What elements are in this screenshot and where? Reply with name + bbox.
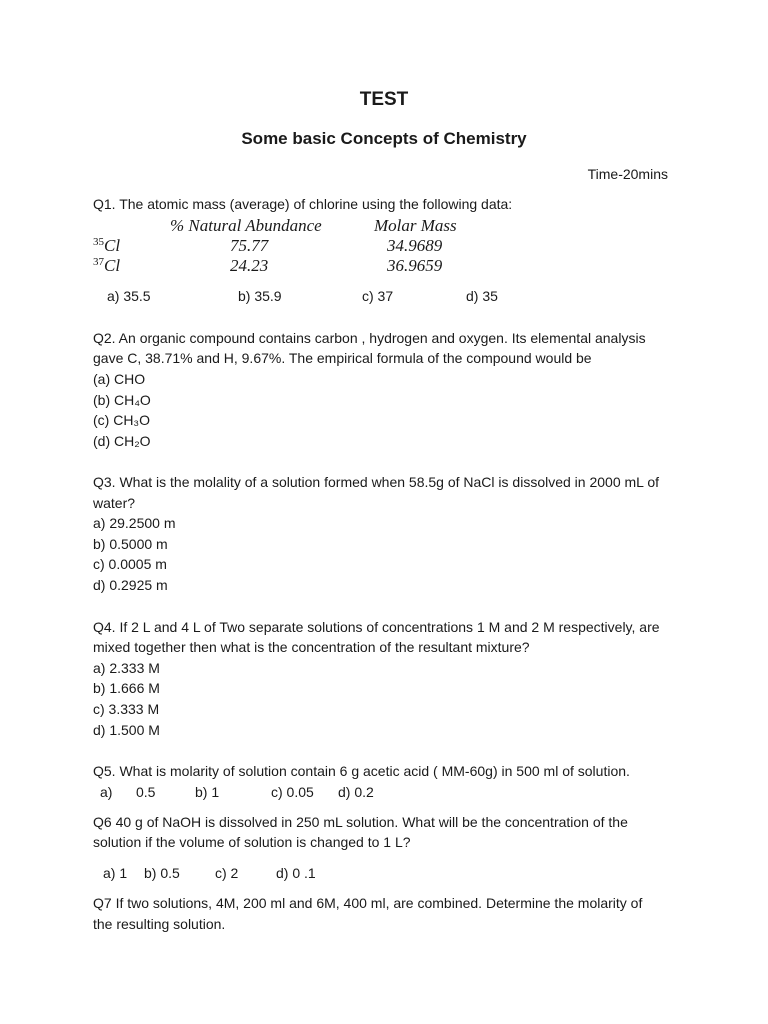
q2-option-a[interactable]: (a) CHO	[93, 371, 146, 387]
q1-mass-number: 35	[93, 236, 104, 248]
q5-option-c[interactable]: c) 0.05	[271, 784, 314, 800]
q3-option-d[interactable]: d) 0.2925 m	[93, 577, 168, 593]
q6-option-a[interactable]: a) 1	[103, 865, 128, 881]
q1-col-abundance: % Natural Abundance	[170, 216, 322, 235]
q7-question-line1: Q7 If two solutions, 4M, 200 ml and 6M, 400 ml, are combined. Determine the molarity of	[93, 895, 643, 911]
q3-option-c[interactable]: c) 0.0005 m	[93, 556, 167, 572]
q1-question: Q1. The atomic mass (average) of chlorine using the following data:	[93, 196, 513, 212]
q4-option-a[interactable]: a) 2.333 M	[93, 660, 160, 676]
q4-option-d[interactable]: d) 1.500 M	[93, 722, 160, 738]
q1-option-b[interactable]: b) 35.9	[238, 288, 282, 304]
q5-question: Q5. What is molarity of solution contain 6 g acetic acid ( MM-60g) in 500 ml of solution.	[93, 763, 630, 779]
q1-col-molar-mass: Molar Mass	[374, 216, 457, 235]
q1-option-d[interactable]: d) 35	[466, 288, 498, 304]
q6-question-line1: Q6 40 g of NaOH is dissolved in 250 mL solution. What will be the concentration of the	[93, 814, 628, 830]
q1-abundance-35: 75.77	[230, 236, 269, 255]
q2-option-b[interactable]: (b) CH₄O	[93, 392, 151, 408]
q6-option-c[interactable]: c) 2	[215, 865, 239, 881]
q5-option-a[interactable]: a)	[100, 784, 113, 800]
q1-symbol: Cl	[104, 236, 121, 255]
q1-molar-mass-37: 36.9659	[387, 256, 443, 275]
q3-option-b[interactable]: b) 0.5000 m	[93, 536, 168, 552]
q2-question-line1: Q2. An organic compound contains carbon , hydrogen and oxygen. Its elemental analysis	[93, 330, 646, 346]
q3-option-a[interactable]: a) 29.2500 m	[93, 515, 176, 531]
q5-option-a-value[interactable]: 0.5	[136, 784, 156, 800]
q4-option-c[interactable]: c) 3.333 M	[93, 701, 160, 717]
q4-question-line2: mixed together then what is the concentration of the resultant mixture?	[93, 639, 530, 655]
q1-symbol: Cl	[104, 256, 121, 275]
page-title: TEST	[359, 89, 409, 110]
page-subtitle: Some basic Concepts of Chemistry	[241, 129, 527, 148]
q1-molar-mass-35: 34.9689	[387, 236, 443, 255]
q2-question-line2: gave C, 38.71% and H, 9.67%. The empirical formula of the compound would be	[93, 350, 592, 366]
q7-question-line2: the resulting solution.	[93, 916, 226, 932]
q1-option-a[interactable]: a) 35.5	[107, 288, 151, 304]
q5-option-d[interactable]: d) 0.2	[338, 784, 374, 800]
time-limit: Time-20mins	[587, 166, 668, 182]
q4-question-line1: Q4. If 2 L and 4 L of Two separate solutions of concentrations 1 M and 2 M respectively, are	[93, 619, 660, 635]
q1-isotope-37	[93, 256, 120, 276]
q6-option-d[interactable]: d) 0 .1	[276, 865, 316, 881]
q5-option-b[interactable]: b) 1	[195, 784, 220, 800]
q6-option-b[interactable]: b) 0.5	[144, 865, 180, 881]
q2-option-d[interactable]: (d) CH₂O	[93, 433, 151, 449]
q1-option-c[interactable]: c) 37	[362, 288, 394, 304]
q3-question-line1: Q3. What is the molality of a solution formed when 58.5g of NaCl is dissolved in 2000 mL of	[93, 474, 659, 490]
q1-mass-number: 37	[93, 256, 104, 268]
q1-isotope-35	[93, 236, 120, 256]
q1-abundance-37: 24.23	[230, 256, 269, 275]
q6-question-line2: solution if the volume of solution is changed to 1 L?	[93, 834, 411, 850]
q3-question-line2: water?	[93, 495, 136, 511]
q4-option-b[interactable]: b) 1.666 M	[93, 680, 160, 696]
q2-option-c[interactable]: (c) CH₃O	[93, 412, 151, 428]
